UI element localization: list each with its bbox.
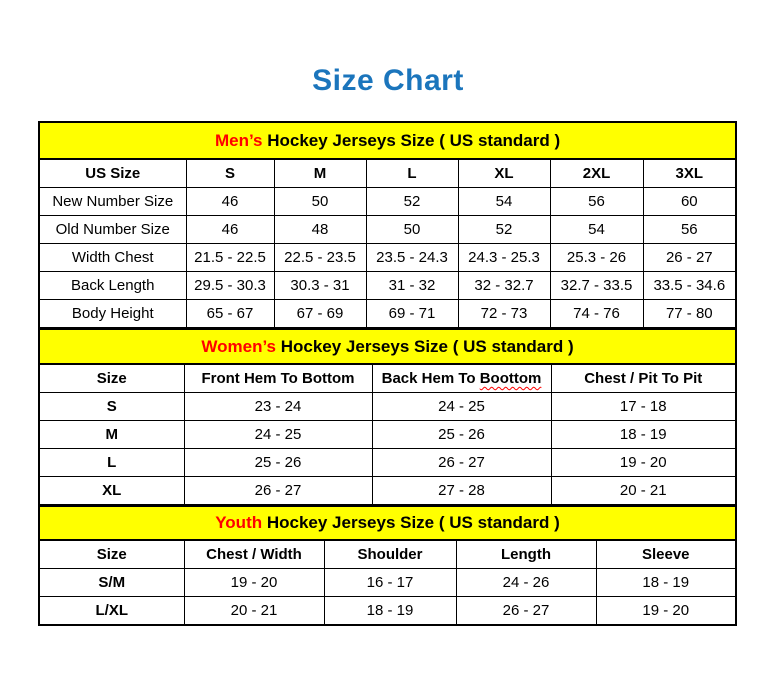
- cell-value: 32 - 32.7: [458, 272, 550, 300]
- cell-value: 52: [458, 216, 550, 244]
- cell-value: 16 - 17: [324, 569, 456, 597]
- cell-value: 18 - 19: [596, 569, 736, 597]
- cell-value: 46: [186, 216, 274, 244]
- cell-value: 69 - 71: [366, 300, 458, 329]
- mens-col-header: S: [186, 159, 274, 188]
- row-label: S: [39, 393, 184, 421]
- row-label: M: [39, 421, 184, 449]
- cell-value: 25.3 - 26: [550, 244, 643, 272]
- womens-section-label: Women’s: [201, 336, 276, 356]
- womens-size-table: [38, 329, 737, 506]
- cell-value: 26 - 27: [184, 477, 372, 506]
- cell-value: 54: [550, 216, 643, 244]
- cell-value: 56: [643, 216, 736, 244]
- womens-col-header: Chest / Pit To Pit: [551, 364, 736, 393]
- cell-value: 30.3 - 31: [274, 272, 366, 300]
- womens-col-header: Front Hem To Bottom: [184, 364, 372, 393]
- mens-section-header: [39, 122, 736, 159]
- cell-value: 20 - 21: [551, 477, 736, 506]
- table-row: [39, 300, 736, 329]
- mens-size-table: [38, 121, 737, 329]
- cell-value: 31 - 32: [366, 272, 458, 300]
- cell-value: 22.5 - 23.5: [274, 244, 366, 272]
- cell-value: 77 - 80: [643, 300, 736, 329]
- cell-value: 26 - 27: [372, 449, 551, 477]
- cell-value: 32.7 - 33.5: [550, 272, 643, 300]
- youth-section-title: [39, 507, 736, 541]
- row-label: XL: [39, 477, 184, 506]
- mens-section-title-rest: Hockey Jerseys Size ( US standard ): [262, 130, 561, 150]
- cell-value: 26 - 27: [643, 244, 736, 272]
- womens-section-header: [39, 330, 736, 365]
- table-row: [39, 272, 736, 300]
- mens-col-header: 2XL: [550, 159, 643, 188]
- youth-col-header: Size: [39, 540, 184, 569]
- cell-value: 25 - 26: [372, 421, 551, 449]
- cell-value: 52: [366, 188, 458, 216]
- table-row: [39, 244, 736, 272]
- cell-value: 19 - 20: [596, 597, 736, 626]
- row-label: L: [39, 449, 184, 477]
- youth-col-header: Chest / Width: [184, 540, 324, 569]
- table-row: [39, 569, 736, 597]
- cell-value: 24 - 25: [372, 393, 551, 421]
- cell-value: 19 - 20: [551, 449, 736, 477]
- table-row: [39, 216, 736, 244]
- cell-value: 33.5 - 34.6: [643, 272, 736, 300]
- cell-value: 24 - 26: [456, 569, 596, 597]
- table-row: [39, 188, 736, 216]
- row-label: Body Height: [39, 300, 186, 329]
- womens-section-title: [39, 330, 736, 365]
- cell-value: 24.3 - 25.3: [458, 244, 550, 272]
- youth-col-header: Length: [456, 540, 596, 569]
- cell-value: 48: [274, 216, 366, 244]
- mens-header-row: [39, 159, 736, 188]
- table-row: [39, 421, 736, 449]
- cell-value: 19 - 20: [184, 569, 324, 597]
- cell-value: 20 - 21: [184, 597, 324, 626]
- table-row: [39, 597, 736, 626]
- cell-value: 21.5 - 22.5: [186, 244, 274, 272]
- cell-value: 25 - 26: [184, 449, 372, 477]
- size-chart-tables: [38, 121, 735, 626]
- cell-value: 72 - 73: [458, 300, 550, 329]
- page-title: Size Chart: [312, 64, 464, 97]
- cell-value: 67 - 69: [274, 300, 366, 329]
- cell-value: 23.5 - 24.3: [366, 244, 458, 272]
- cell-value: 65 - 67: [186, 300, 274, 329]
- mens-col-header: L: [366, 159, 458, 188]
- row-label: New Number Size: [39, 188, 186, 216]
- cell-value: 60: [643, 188, 736, 216]
- youth-header-row: [39, 540, 736, 569]
- row-label: S/M: [39, 569, 184, 597]
- cell-value: 46: [186, 188, 274, 216]
- table-row: [39, 477, 736, 506]
- womens-col-header: Size: [39, 364, 184, 393]
- cell-value: 54: [458, 188, 550, 216]
- cell-value: 24 - 25: [184, 421, 372, 449]
- cell-value: 27 - 28: [372, 477, 551, 506]
- youth-section-label: Youth: [215, 513, 263, 533]
- cell-value: 17 - 18: [551, 393, 736, 421]
- back-hem-misspelled-word: Boottom: [479, 369, 542, 387]
- cell-value: 18 - 19: [324, 597, 456, 626]
- cell-value: 23 - 24: [184, 393, 372, 421]
- mens-section-title: [39, 122, 736, 159]
- cell-value: 26 - 27: [456, 597, 596, 626]
- cell-value: 18 - 19: [551, 421, 736, 449]
- table-row: [39, 449, 736, 477]
- mens-col-header: XL: [458, 159, 550, 188]
- youth-section-header: [39, 507, 736, 541]
- table-row: [39, 393, 736, 421]
- cell-value: 29.5 - 30.3: [186, 272, 274, 300]
- womens-col-header-back-hem: [372, 364, 551, 393]
- cell-value: 56: [550, 188, 643, 216]
- row-label: Width Chest: [39, 244, 186, 272]
- mens-col-header: US Size: [39, 159, 186, 188]
- cell-value: 74 - 76: [550, 300, 643, 329]
- youth-col-header: Shoulder: [324, 540, 456, 569]
- youth-section-title-rest: Hockey Jerseys Size ( US standard ): [262, 513, 560, 533]
- youth-col-header: Sleeve: [596, 540, 736, 569]
- mens-section-label: Men’s: [214, 130, 263, 150]
- row-label: L/XL: [39, 597, 184, 626]
- womens-section-title-rest: Hockey Jerseys Size ( US standard ): [276, 336, 574, 356]
- cell-value: 50: [274, 188, 366, 216]
- row-label: Back Length: [39, 272, 186, 300]
- row-label: Old Number Size: [39, 216, 186, 244]
- cell-value: 50: [366, 216, 458, 244]
- back-hem-prefix: Back Hem To: [381, 369, 480, 387]
- mens-col-header: 3XL: [643, 159, 736, 188]
- youth-size-table: [38, 506, 737, 626]
- womens-header-row: [39, 364, 736, 393]
- mens-col-header: M: [274, 159, 366, 188]
